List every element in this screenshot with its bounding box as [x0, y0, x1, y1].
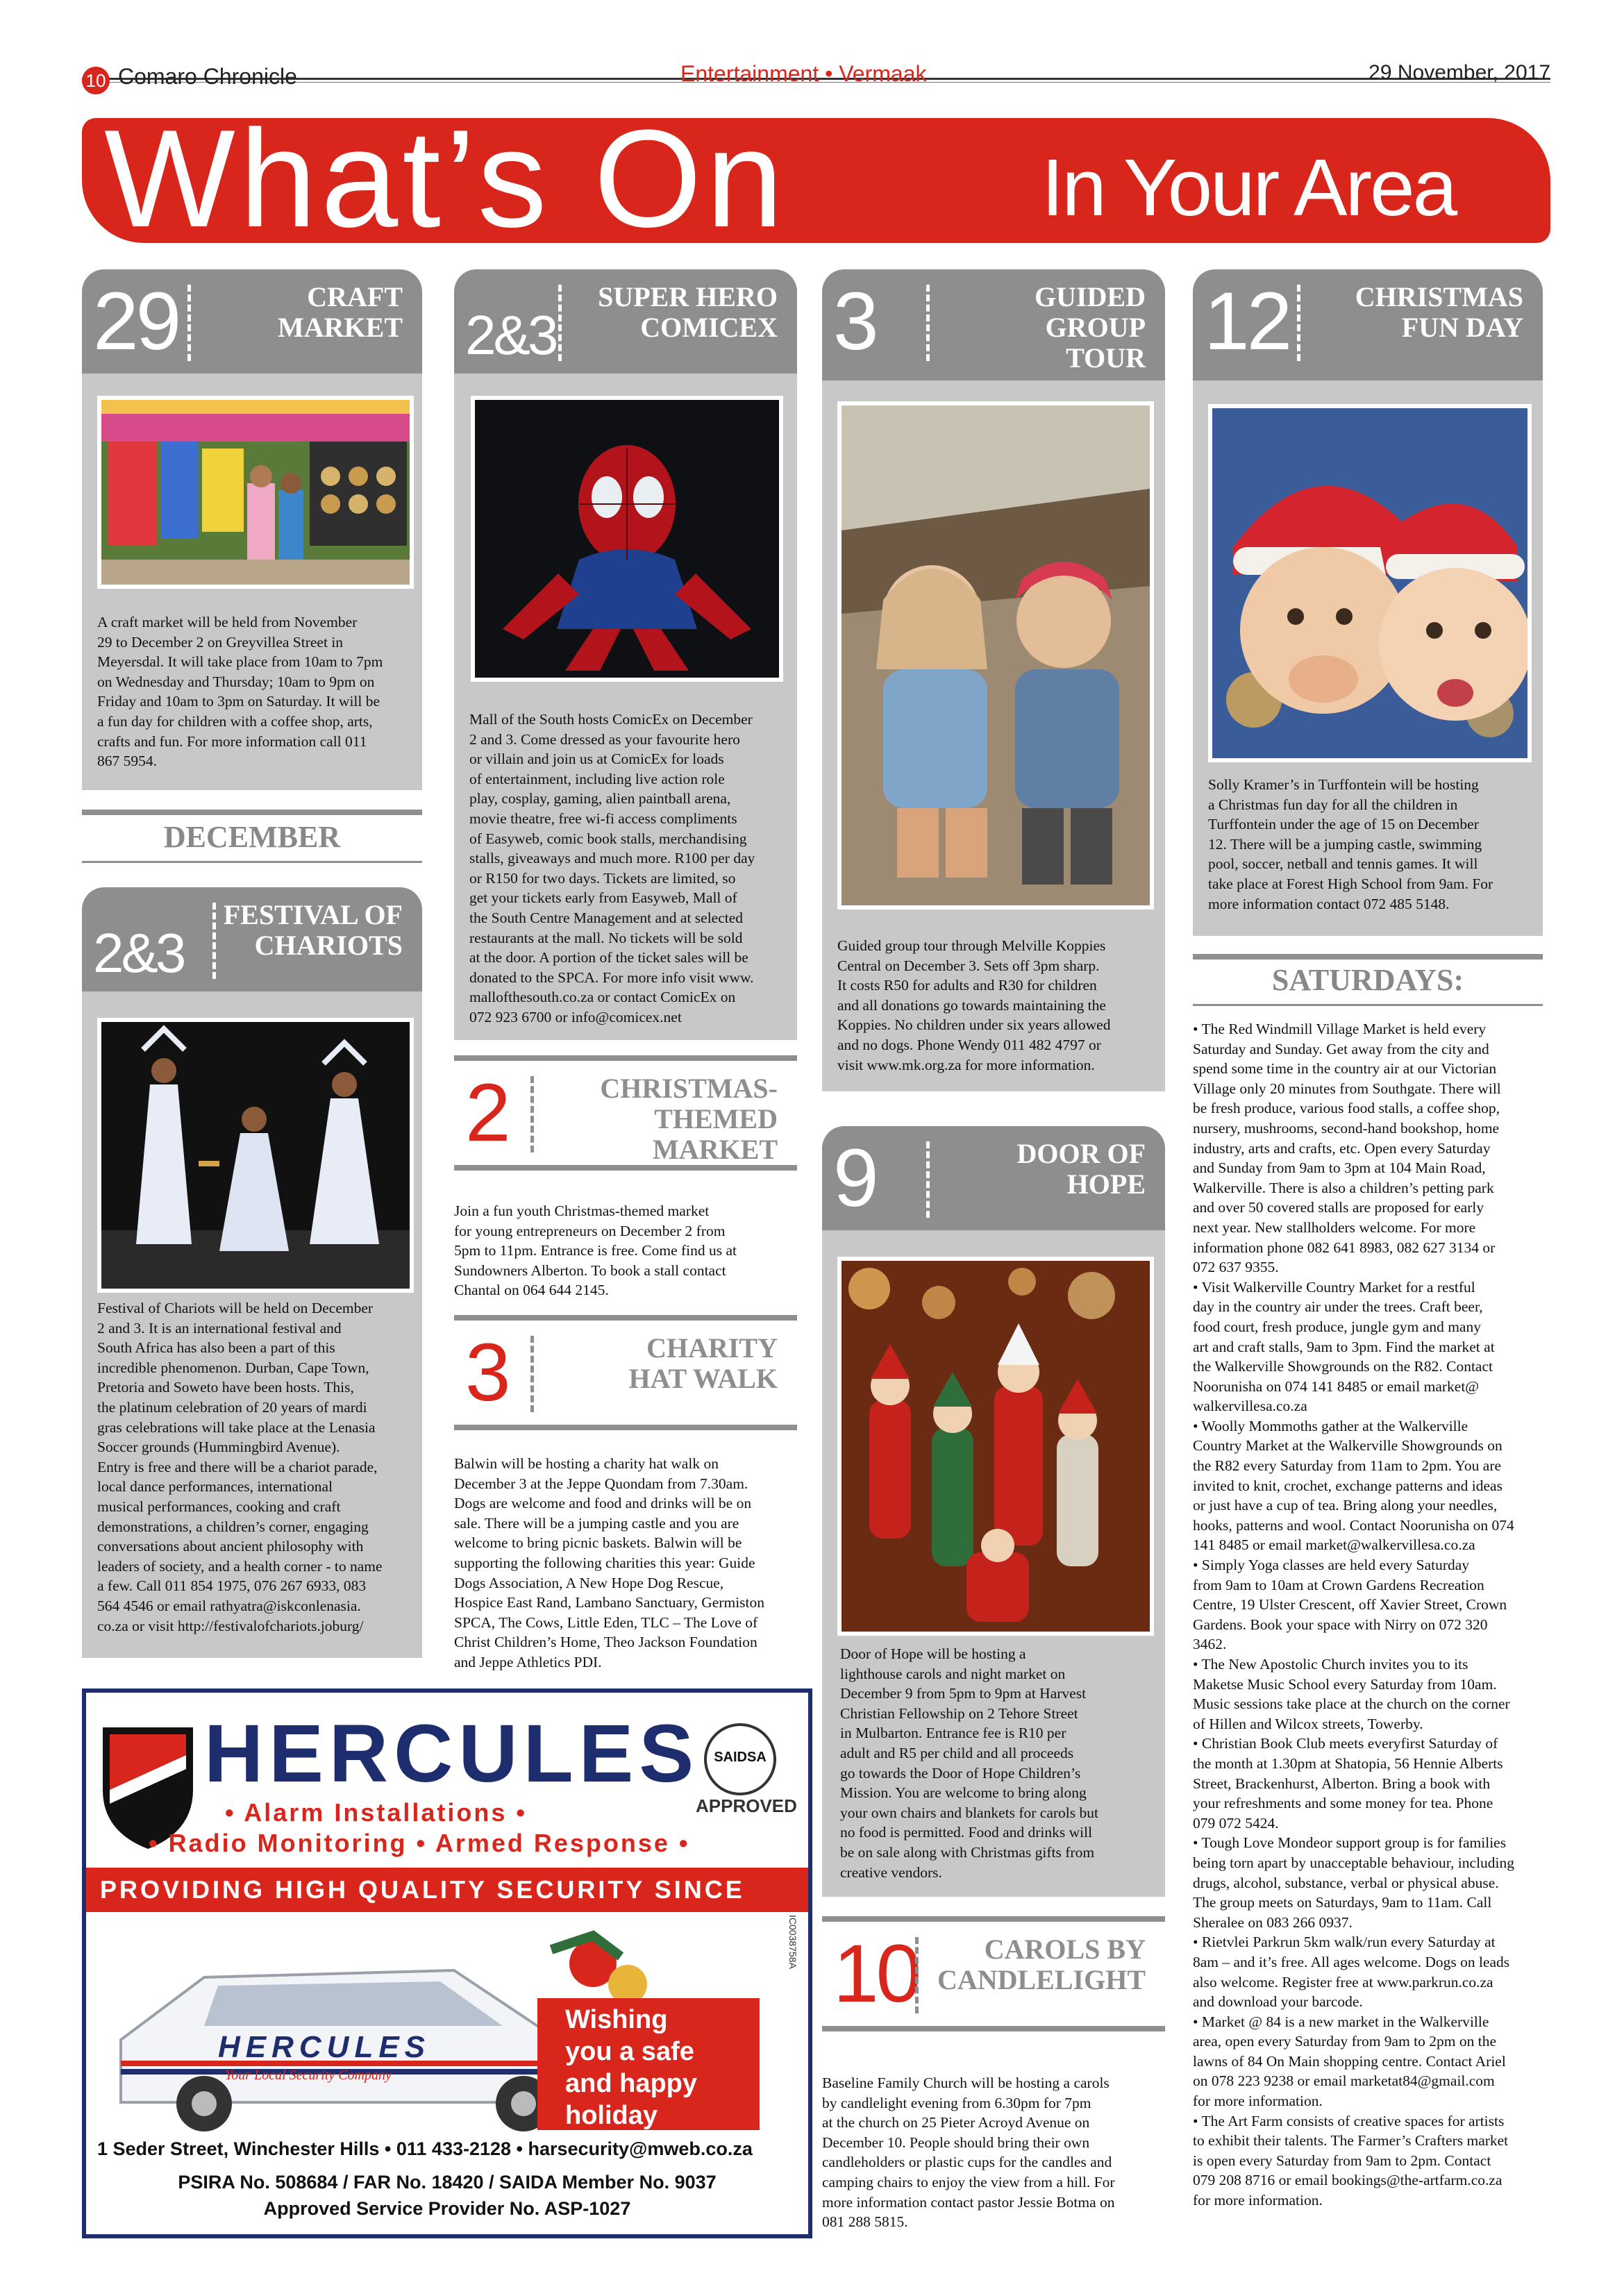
event-header-festival-of-chariots [82, 887, 422, 991]
list-item: • Tough Love Mondeor support group is for families being torn apart by unacceptable behaviour, including drugs, alcohol, substance, verbal or physical abuse. The group meets on Saturdays, 9am to 11am. Call Sheralee on 083 266 0937. [1193, 1834, 1515, 1931]
saturdays-list [1193, 1019, 1547, 2211]
ad-strip-text: PROVIDING HIGH QUALITY SECURITY SINCE 1986 [100, 1875, 745, 1948]
ad-asp: Approved Service Provider No. ASP-1027 [263, 2198, 631, 2219]
event-panel-festival-of-chariots [82, 991, 422, 1658]
page-number: 10 [82, 67, 110, 94]
ad-line-1: • Alarm Installations • [225, 1798, 527, 1827]
event-body: Baseline Family Church will be hosting a carols by candlelight evening from 6.30pm for 7pm at the church on 25 Pieter Acroyd Avenue on December 10. People should bring their own candleholders or plastic cups for the candles and camping chairs to enjoy the view from a hill. For more information contact pastor Jessie Botma on 081 288 5815. [822, 2075, 1115, 2231]
event-date: 9 [833, 1132, 876, 1224]
event-body: Guided group tour through Melville Koppies Central on December 3. Sets off 3pm sharp. It costs R50 for adults and R30 for children and all donations go towards maintaining the Koppies. No children under six years allowed and no dogs. Phone Wendy 011 482 4797 or visit www.mk.org.za for more information. [837, 937, 1111, 1073]
event-date: 29 [93, 276, 179, 367]
section-name: Entertainment • Vermaak [680, 61, 927, 86]
event-body: Solly Kramer’s in Turffontein will be hosting a Christmas fun day for all the children in Turffontein under the age of 15 on December 12. There will be a jumping castle, swimming pool, soccer, netball and tennis games. It will take place at Forest High School from 9am. For more information contact 072 485 5148. [1208, 776, 1493, 912]
list-item: • Christian Book Club meets everyfirst Saturday of the month at 1.30pm at Shatopia, 56 Hennie Alberts Street, Brackenhurst, Alberton. Bring a book with your refreshments and some money for tea. Phone 079 072 5424. [1193, 1735, 1503, 1832]
event-header-christmas-fun-day [1193, 269, 1543, 380]
door-of-hope-photo [837, 1257, 1154, 1636]
dash-divider [1297, 285, 1300, 361]
list-item: • The New Apostolic Church invites you to its Maketse Music School every Saturday from 10am. Music sessions take place at the church on the corner of Hillen and Wilcox streets, Towerby. [1193, 1656, 1510, 1732]
craft-market-photo [97, 396, 414, 589]
month-rule [1193, 1004, 1543, 1006]
event-date: 2 [465, 1067, 508, 1159]
event-title: FESTIVAL OF CHARIOTS [223, 899, 403, 961]
children-santa-hats-image [1212, 408, 1527, 758]
dash-divider [915, 1937, 919, 2013]
dash-divider [926, 1141, 930, 1218]
ad-line-2: • Radio Monitoring • Armed Response • [149, 1829, 690, 1857]
ad-psira: PSIRA No. 508684 / FAR No. 18420 / SAIDA Member No. 9037 [178, 2172, 717, 2193]
month-rule [82, 810, 422, 815]
event-header-charity-hat-walk [454, 1315, 797, 1430]
event-date: 3 [465, 1327, 508, 1418]
event-title: CHRISTMAS FUN DAY [1355, 281, 1523, 343]
event-body: A craft market will be held from November 29 to December 2 on Greyvillea Street in Meyersdal. It will take place from 10am to 7pm on Wednesday and Thursday; 10am to 9pm on Friday and 10am to 3pm on Saturday. It will be a fun day for children with a coffee shop, arts, crafts and fun. For more information call 011 867 5954. [97, 614, 383, 770]
approved-text: APPROVED [696, 1795, 797, 1816]
spiderman-image [475, 400, 779, 678]
list-item: • Market @ 84 is a new market in the Walkerville area, open every Saturday from 9am to 2pm on the lawns of 84 On Main shopping centre. Contact Ariel on 078 223 9238 or email marketat84@gmail.com for more information. [1193, 2013, 1506, 2110]
ad-address: 1 Seder Street, Winchester Hills • 011 433-2128 • harsecurity@mweb.co.za [97, 2138, 753, 2159]
event-header-christmas-market [454, 1055, 797, 1171]
month-heading-saturdays: SATURDAYS: [1271, 963, 1464, 997]
dash-divider [558, 285, 562, 361]
list-item: • Rietvlei Parkrun 5km walk/run every Saturday at 8am – and it’s free. All ages welcome. Dogs on leads also welcome. Register free at www.parkrun.co.za and download your barcode. [1193, 1934, 1510, 2011]
list-item: • Woolly Mommoths gather at the Walkerville Country Market at the Walkerville Showgrounds on the R82 every Saturday from 11am to 2pm. You are invited to knit, crochet, exchange patterns and ideas or just have a cup of tea. Bring along your needles, hooks, patterns and wool. Contact Noorunisha on 074 141 8485 or email market@walkervillesa.co.za [1193, 1417, 1514, 1554]
list-item: • Visit Walkerville Country Market for a restful day in the country air under the trees. Craft beer, food court, fresh produce, jungle gym and many art and craft stalls, 9am to 3pm. Find the market at the Walkerville Showgrounds on the R82. Contact Noorunisha on 074 141 8485 or email market@ walkervillesa.co.za [1193, 1278, 1495, 1415]
spiderman-photo [471, 396, 783, 682]
publication-name: Comaro Chronicle [118, 64, 297, 89]
dash-divider [187, 285, 191, 361]
event-panel-christmas-fun-day [1193, 380, 1543, 936]
hercules-advert [82, 1689, 812, 2238]
month-heading-december: DECEMBER [163, 820, 341, 854]
banner-title: What’s On [104, 101, 787, 256]
festival-dancers-image [101, 1022, 410, 1289]
event-body: Join a fun youth Christmas-themed market for young entrepreneurs on December 2 from 5pm to 11pm. Entrance is free. Come find us at Sundowners Alberton. To book a stall contact Chantal on 064 644 2145. [454, 1203, 737, 1299]
event-body: Balwin will be hosting a charity hat walk on December 3 at the Jeppe Quondam from 7.30am. Dogs are welcome and food and drinks will be on sale. There will be a jumping castle and you are welcome to bring picnic baskets. Balwin will be supporting the following charities this year: Guide Dogs Association, A New Hope Dog Rescue, Hospice East Rand, Lambano Sanctuary, Germiston SPCA, The Cows, Little Eden, TLC – The Love of Christ Children’s Home, Theo Jackson Foundation and Jeppe Athletics PDI. [454, 1455, 765, 1670]
ad-brand: HERCULES [204, 1708, 700, 1800]
children-outdoors-image [842, 405, 1150, 905]
issue-date: 29 November, 2017 [1368, 61, 1550, 84]
event-date: 2&3 [465, 304, 556, 366]
event-body: Door of Hope will be hosting a lighthouse carols and night market on December 9 from 5pm to 9pm at Harvest Christian Fellowship on 2 Tehore Street in Mulbarton. Entrance fee is R10 per adult and R5 per child and all proceeds go towards the Door of Hope Children’s Mission. You are welcome to bring along your own chairs and blankets for carols but no food is permitted. Food and drinks will be on sale along with Christmas gifts from creative vendors. [840, 1645, 1098, 1881]
event-header-guided-tour [822, 269, 1165, 380]
event-title: DOOR OF HOPE [1016, 1138, 1146, 1200]
dash-divider [212, 903, 216, 979]
event-date: 12 [1204, 276, 1290, 367]
dash-divider [530, 1336, 534, 1412]
festival-photo [97, 1018, 414, 1293]
month-rule [82, 861, 422, 863]
dash-divider [926, 285, 930, 361]
event-date: 2&3 [93, 922, 184, 984]
car-brand: HERCULES [218, 2030, 431, 2064]
ad-code: IC0038758A [787, 1915, 798, 1969]
ad-wish: Wishing you a safe and happy holiday [565, 2005, 698, 2130]
list-item: • The Art Farm consists of creative spaces for artists to exhibit their talents. The Farmer’s Crafters market is open every Saturday from 9am to 2pm. Contact 079 208 8716 or email bookings@the-artfarm.co.za for more information. [1193, 2112, 1509, 2209]
event-panel-guided-tour [822, 380, 1165, 1091]
event-title: CHRISTMAS- THEMED MARKET [600, 1073, 778, 1165]
month-rule [1193, 954, 1543, 960]
christmas-figurines-image [842, 1261, 1150, 1632]
event-title: CRAFT MARKET [278, 281, 403, 343]
event-header-door-of-hope [822, 1126, 1165, 1230]
event-title: GUIDED GROUP TOUR [1034, 281, 1146, 374]
event-header-craft-market [82, 269, 422, 374]
guided-tour-photo [837, 401, 1154, 910]
dash-divider [530, 1076, 534, 1153]
event-header-comicex [454, 269, 797, 374]
event-date: 10 [833, 1928, 919, 2020]
event-header-carols-by-candlelight [822, 1916, 1165, 2031]
saidsa-text: SAIDSA [714, 1750, 767, 1765]
event-title: CHARITY HAT WALK [628, 1332, 778, 1394]
event-title: CAROLS BY CANDLELIGHT [937, 1934, 1146, 1995]
list-item: • Simply Yoga classes are held every Saturday from 9am to 10am at Crown Gardens Recreation Centre, 19 Ulster Crescent, off Xavier Street, Crown Gardens. Book your space with Nirry on 072 320 3462. [1193, 1557, 1507, 1653]
saidsa-badge [704, 1723, 776, 1795]
event-panel-comicex [454, 374, 797, 1040]
craft-market-image [101, 400, 410, 585]
event-title: SUPER HERO COMICEX [598, 281, 778, 343]
christmas-fun-photo [1208, 404, 1532, 762]
banner-subtitle: In Your Area [1041, 142, 1456, 233]
event-panel-craft-market [82, 374, 422, 790]
event-panel-door-of-hope [822, 1230, 1165, 1897]
list-item: • The Red Windmill Village Market is held every Saturday and Sunday. Get away from the city and spend some time in the country air at our Victorian Village only 20 minutes from Southgate. There will be fresh produce, various food stalls, a coffee shop, nursery, mushrooms, second-hand bookshop, home industry, arts and crafts, etc. Open every Saturday and Sunday from 9am to 3pm at 104 Main Road, Walkerville. There is also a children’s petting park and over 50 covered stalls are proposed for early next year. New stallholders welcome. For more information phone 082 641 8983, 082 627 3134 or 072 637 9355. [1193, 1021, 1501, 1276]
car-tagline: Your Local Security Company [225, 2068, 392, 2083]
event-date: 3 [833, 276, 876, 367]
event-body: Festival of Chariots will be held on December 2 and 3. It is an international festival and South Africa has also been a part of this incredible phenomenon. Durban, Cape Town, Pretoria and Soweto have been hosts. This, the platinum celebration of 20 years of mardi gras celebrations will take place at the Lenasia Soccer grounds (Hummingbird Avenue). Entry is free and there will be a chariot parade, local dance performances, international musical performances, cooking and craft demonstrations, a children’s corner, engaging conversations about ancient philosophy with leaders of society, and a health corner - to name a few. Call 011 854 1975, 076 267 6933, 083 564 4546 or email rathyatra@iskconlenasia. co.za or visit http://festivalofchariots.joburg/ [97, 1300, 383, 1634]
event-body: Mall of the South hosts ComicEx on December 2 and 3. Come dressed as your favourite hero or villain and join us at ComicEx for loads of entertainment, including live action role play, cosplay, gaming, alien paintball arena, movie theatre, free wi-fi access compliments of Easyweb, comic book stalls, merchandising stalls, giveaways and much more. R100 per day or R150 for two days. Tickets are limited, so get your tickets early from Easyweb, Mall of the South Centre Management and at selected restaurants at the mall. No tickets will be sold at the door. A portion of the ticket sales will be donated to the SPCA. For more info visit www. mallofthesouth.co.za or contact ComicEx on 072 923 6700 or info@comicex.net [469, 711, 755, 1025]
